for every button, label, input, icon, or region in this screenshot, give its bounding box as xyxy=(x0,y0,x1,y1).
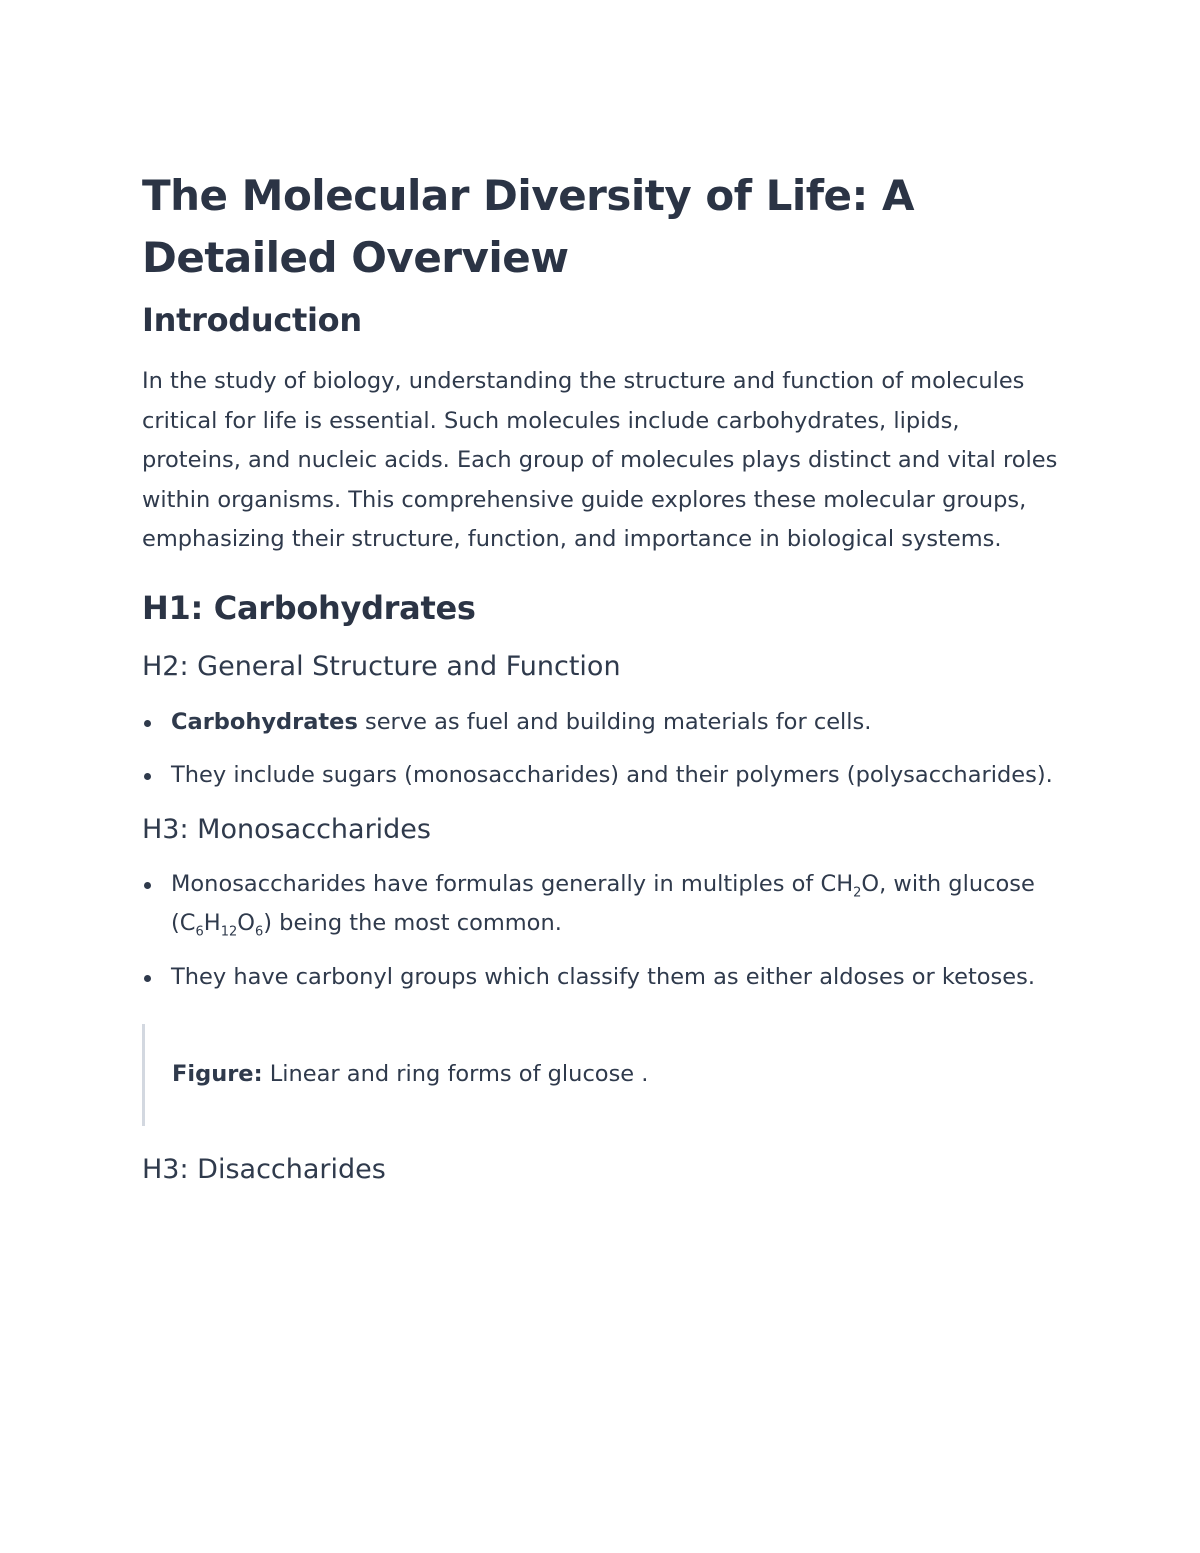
document-page xyxy=(142,165,1062,1190)
list-item xyxy=(142,703,1062,743)
list-item-text: O xyxy=(237,910,255,936)
introduction-paragraph: In the study of biology, understanding the structure and function of molecules critical for life is essential. Such molecules include carbohydrates, lipids, proteins, and nucleic acids. Each group of molecules plays distinct and vital roles within organisms. This comprehensive guide explores these molecular groups, emphasizing their structure, function, and importance in biological systems. xyxy=(142,368,1058,552)
list-item xyxy=(142,756,1062,796)
monosaccharides-heading: H3: Monosaccharides xyxy=(142,813,431,845)
introduction-heading: Introduction xyxy=(142,301,362,339)
list-item-text: They include sugars (monosaccharides) and their polymers (polysaccharides). xyxy=(171,762,1053,788)
general-structure-list xyxy=(142,703,1062,796)
list-item-text: serve as fuel and building materials for cells. xyxy=(357,708,872,735)
bullet-icon xyxy=(144,773,151,780)
figure-blockquote xyxy=(142,1024,1062,1126)
document-title: The Molecular Diversity of Life: A Detailed Overview xyxy=(142,171,914,282)
bullet-icon xyxy=(144,882,151,889)
list-item-text: H xyxy=(203,910,221,936)
disaccharides-heading: H3: Disaccharides xyxy=(142,1154,386,1185)
list-item xyxy=(142,958,1062,998)
monosaccharides-list xyxy=(142,865,1062,998)
list-item-text: ) being the most common. xyxy=(263,910,562,936)
carbohydrates-heading: H1: Carbohydrates xyxy=(142,588,476,627)
list-item xyxy=(142,865,1062,944)
list-item-text: They have carbonyl groups which classify them as either aldoses or ketoses. xyxy=(171,963,1035,990)
subscript: 2 xyxy=(853,885,862,900)
subscript: 12 xyxy=(220,924,238,940)
figure-label: Figure: xyxy=(172,1061,263,1087)
list-item-text: O, with glucose (C xyxy=(171,870,1035,936)
bullet-icon xyxy=(144,975,151,982)
list-item-text: Monosaccharides have formulas generally in multiples of CH xyxy=(171,870,854,897)
bullet-icon xyxy=(144,720,151,727)
subscript: 6 xyxy=(254,924,264,940)
bold-term: Carbohydrates xyxy=(171,708,358,735)
general-structure-heading: H2: General Structure and Function xyxy=(142,650,621,682)
subscript: 6 xyxy=(195,924,204,940)
figure-caption: Linear and ring forms of glucose . xyxy=(262,1061,649,1087)
